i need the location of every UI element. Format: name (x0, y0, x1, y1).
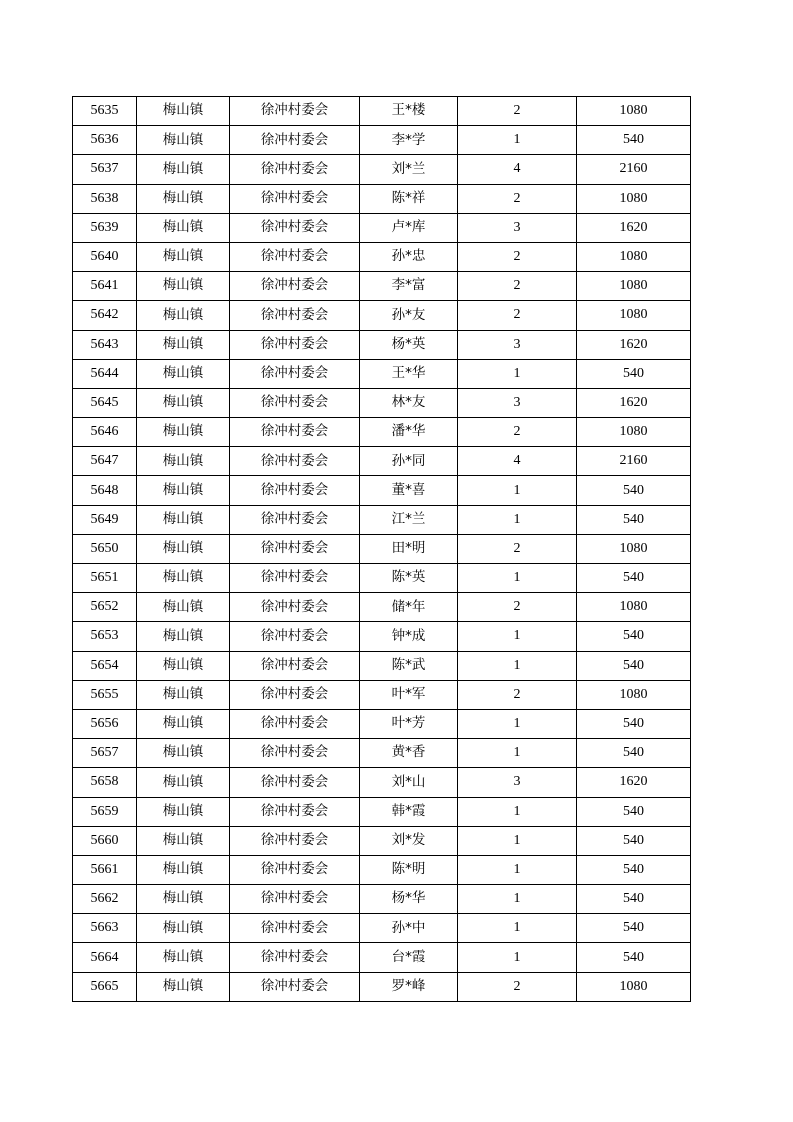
count-cell: 1 (458, 797, 577, 826)
count-cell: 2 (458, 272, 577, 301)
row-number-cell: 5660 (73, 826, 137, 855)
village-committee-cell: 徐冲村委会 (230, 914, 360, 943)
name-cell: 叶*芳 (360, 709, 458, 738)
table-row (73, 564, 691, 593)
name-cell: 刘*山 (360, 768, 458, 797)
name-cell: 潘*华 (360, 418, 458, 447)
town-cell: 梅山镇 (137, 768, 230, 797)
table-row (73, 943, 691, 972)
table-row (73, 826, 691, 855)
town-cell: 梅山镇 (137, 330, 230, 359)
village-committee-cell: 徐冲村委会 (230, 301, 360, 330)
row-number-cell: 5662 (73, 885, 137, 914)
row-number-cell: 5643 (73, 330, 137, 359)
village-committee-cell: 徐冲村委会 (230, 709, 360, 738)
count-cell: 2 (458, 680, 577, 709)
village-committee-cell: 徐冲村委会 (230, 534, 360, 563)
amount-cell: 1620 (577, 768, 691, 797)
row-number-cell: 5657 (73, 739, 137, 768)
count-cell: 1 (458, 622, 577, 651)
row-number-cell: 5664 (73, 943, 137, 972)
village-committee-cell: 徐冲村委会 (230, 447, 360, 476)
row-number-cell: 5654 (73, 651, 137, 680)
name-cell: 刘*发 (360, 826, 458, 855)
village-committee-cell: 徐冲村委会 (230, 943, 360, 972)
count-cell: 3 (458, 388, 577, 417)
town-cell: 梅山镇 (137, 242, 230, 271)
table-row (73, 885, 691, 914)
amount-cell: 1080 (577, 680, 691, 709)
village-committee-cell: 徐冲村委会 (230, 418, 360, 447)
town-cell: 梅山镇 (137, 213, 230, 242)
row-number-cell: 5656 (73, 709, 137, 738)
table-row (73, 739, 691, 768)
row-number-cell: 5652 (73, 593, 137, 622)
name-cell: 卢*库 (360, 213, 458, 242)
amount-cell: 2160 (577, 155, 691, 184)
village-committee-cell: 徐冲村委会 (230, 126, 360, 155)
count-cell: 1 (458, 564, 577, 593)
table-row (73, 972, 691, 1001)
row-number-cell: 5641 (73, 272, 137, 301)
name-cell: 孙*同 (360, 447, 458, 476)
amount-cell: 540 (577, 651, 691, 680)
table-row (73, 476, 691, 505)
amount-cell: 1080 (577, 272, 691, 301)
count-cell: 1 (458, 476, 577, 505)
town-cell: 梅山镇 (137, 826, 230, 855)
amount-cell: 1080 (577, 418, 691, 447)
name-cell: 田*明 (360, 534, 458, 563)
table-row (73, 505, 691, 534)
count-cell: 1 (458, 709, 577, 738)
row-number-cell: 5645 (73, 388, 137, 417)
village-committee-cell: 徐冲村委会 (230, 797, 360, 826)
count-cell: 1 (458, 739, 577, 768)
name-cell: 罗*峰 (360, 972, 458, 1001)
amount-cell: 540 (577, 885, 691, 914)
row-number-cell: 5661 (73, 855, 137, 884)
row-number-cell: 5636 (73, 126, 137, 155)
count-cell: 2 (458, 242, 577, 271)
name-cell: 孙*中 (360, 914, 458, 943)
row-number-cell: 5649 (73, 505, 137, 534)
amount-cell: 540 (577, 622, 691, 651)
town-cell: 梅山镇 (137, 388, 230, 417)
town-cell: 梅山镇 (137, 301, 230, 330)
amount-cell: 540 (577, 855, 691, 884)
name-cell: 钟*成 (360, 622, 458, 651)
village-committee-cell: 徐冲村委会 (230, 768, 360, 797)
name-cell: 李*富 (360, 272, 458, 301)
amount-cell: 540 (577, 739, 691, 768)
amount-cell: 1080 (577, 242, 691, 271)
table-row (73, 330, 691, 359)
table-row (73, 914, 691, 943)
town-cell: 梅山镇 (137, 885, 230, 914)
village-committee-cell: 徐冲村委会 (230, 155, 360, 184)
town-cell: 梅山镇 (137, 797, 230, 826)
table-row (73, 272, 691, 301)
amount-cell: 2160 (577, 447, 691, 476)
name-cell: 台*霞 (360, 943, 458, 972)
table-row (73, 622, 691, 651)
village-committee-cell: 徐冲村委会 (230, 97, 360, 126)
row-number-cell: 5647 (73, 447, 137, 476)
amount-cell: 1080 (577, 301, 691, 330)
town-cell: 梅山镇 (137, 534, 230, 563)
name-cell: 陈*武 (360, 651, 458, 680)
village-committee-cell: 徐冲村委会 (230, 476, 360, 505)
name-cell: 陈*明 (360, 855, 458, 884)
village-committee-cell: 徐冲村委会 (230, 213, 360, 242)
town-cell: 梅山镇 (137, 447, 230, 476)
town-cell: 梅山镇 (137, 739, 230, 768)
village-committee-cell: 徐冲村委会 (230, 651, 360, 680)
amount-cell: 540 (577, 943, 691, 972)
count-cell: 3 (458, 330, 577, 359)
name-cell: 孙*忠 (360, 242, 458, 271)
count-cell: 2 (458, 301, 577, 330)
count-cell: 1 (458, 505, 577, 534)
village-committee-cell: 徐冲村委会 (230, 505, 360, 534)
town-cell: 梅山镇 (137, 680, 230, 709)
amount-cell: 540 (577, 476, 691, 505)
name-cell: 储*年 (360, 593, 458, 622)
table-row (73, 359, 691, 388)
table-row (73, 709, 691, 738)
village-committee-cell: 徐冲村委会 (230, 388, 360, 417)
table-row (73, 242, 691, 271)
amount-cell: 540 (577, 505, 691, 534)
village-committee-cell: 徐冲村委会 (230, 855, 360, 884)
town-cell: 梅山镇 (137, 97, 230, 126)
amount-cell: 1620 (577, 213, 691, 242)
count-cell: 1 (458, 914, 577, 943)
town-cell: 梅山镇 (137, 476, 230, 505)
name-cell: 刘*兰 (360, 155, 458, 184)
amount-cell: 540 (577, 826, 691, 855)
name-cell: 韩*霞 (360, 797, 458, 826)
table-row (73, 593, 691, 622)
town-cell: 梅山镇 (137, 126, 230, 155)
town-cell: 梅山镇 (137, 709, 230, 738)
count-cell: 1 (458, 885, 577, 914)
row-number-cell: 5659 (73, 797, 137, 826)
count-cell: 4 (458, 447, 577, 476)
table-row (73, 155, 691, 184)
town-cell: 梅山镇 (137, 505, 230, 534)
village-committee-cell: 徐冲村委会 (230, 359, 360, 388)
name-cell: 江*兰 (360, 505, 458, 534)
town-cell: 梅山镇 (137, 272, 230, 301)
row-number-cell: 5665 (73, 972, 137, 1001)
amount-cell: 1080 (577, 184, 691, 213)
amount-cell: 540 (577, 709, 691, 738)
amount-cell: 1080 (577, 534, 691, 563)
count-cell: 1 (458, 651, 577, 680)
name-cell: 董*喜 (360, 476, 458, 505)
count-cell: 3 (458, 768, 577, 797)
row-number-cell: 5640 (73, 242, 137, 271)
village-committee-cell: 徐冲村委会 (230, 593, 360, 622)
name-cell: 林*友 (360, 388, 458, 417)
count-cell: 2 (458, 97, 577, 126)
count-cell: 1 (458, 359, 577, 388)
row-number-cell: 5648 (73, 476, 137, 505)
table-row (73, 97, 691, 126)
town-cell: 梅山镇 (137, 914, 230, 943)
town-cell: 梅山镇 (137, 943, 230, 972)
count-cell: 2 (458, 972, 577, 1001)
town-cell: 梅山镇 (137, 972, 230, 1001)
table-row (73, 184, 691, 213)
row-number-cell: 5637 (73, 155, 137, 184)
row-number-cell: 5638 (73, 184, 137, 213)
table-row (73, 534, 691, 563)
table-row (73, 418, 691, 447)
town-cell: 梅山镇 (137, 564, 230, 593)
document-page (72, 96, 690, 1002)
count-cell: 4 (458, 155, 577, 184)
count-cell: 2 (458, 593, 577, 622)
name-cell: 杨*英 (360, 330, 458, 359)
count-cell: 1 (458, 826, 577, 855)
amount-cell: 540 (577, 126, 691, 155)
town-cell: 梅山镇 (137, 359, 230, 388)
table-row (73, 447, 691, 476)
row-number-cell: 5663 (73, 914, 137, 943)
town-cell: 梅山镇 (137, 418, 230, 447)
table-row (73, 388, 691, 417)
village-committee-cell: 徐冲村委会 (230, 330, 360, 359)
amount-cell: 540 (577, 359, 691, 388)
amount-cell: 540 (577, 914, 691, 943)
name-cell: 李*学 (360, 126, 458, 155)
row-number-cell: 5650 (73, 534, 137, 563)
count-cell: 1 (458, 126, 577, 155)
count-cell: 2 (458, 418, 577, 447)
town-cell: 梅山镇 (137, 651, 230, 680)
village-committee-cell: 徐冲村委会 (230, 242, 360, 271)
row-number-cell: 5635 (73, 97, 137, 126)
village-committee-cell: 徐冲村委会 (230, 885, 360, 914)
town-cell: 梅山镇 (137, 184, 230, 213)
name-cell: 杨*华 (360, 885, 458, 914)
village-committee-cell: 徐冲村委会 (230, 622, 360, 651)
town-cell: 梅山镇 (137, 593, 230, 622)
name-cell: 陈*英 (360, 564, 458, 593)
village-committee-cell: 徐冲村委会 (230, 272, 360, 301)
row-number-cell: 5644 (73, 359, 137, 388)
amount-cell: 1080 (577, 593, 691, 622)
row-number-cell: 5655 (73, 680, 137, 709)
data-table (72, 96, 691, 1002)
village-committee-cell: 徐冲村委会 (230, 739, 360, 768)
name-cell: 叶*军 (360, 680, 458, 709)
name-cell: 黄*香 (360, 739, 458, 768)
table-body (73, 97, 691, 1002)
name-cell: 王*楼 (360, 97, 458, 126)
row-number-cell: 5658 (73, 768, 137, 797)
table-row (73, 213, 691, 242)
count-cell: 2 (458, 184, 577, 213)
count-cell: 1 (458, 855, 577, 884)
village-committee-cell: 徐冲村委会 (230, 826, 360, 855)
village-committee-cell: 徐冲村委会 (230, 564, 360, 593)
row-number-cell: 5646 (73, 418, 137, 447)
name-cell: 陈*祥 (360, 184, 458, 213)
row-number-cell: 5653 (73, 622, 137, 651)
table-row (73, 855, 691, 884)
amount-cell: 540 (577, 797, 691, 826)
name-cell: 王*华 (360, 359, 458, 388)
amount-cell: 1620 (577, 388, 691, 417)
village-committee-cell: 徐冲村委会 (230, 972, 360, 1001)
village-committee-cell: 徐冲村委会 (230, 184, 360, 213)
amount-cell: 1080 (577, 97, 691, 126)
table-row (73, 680, 691, 709)
table-row (73, 301, 691, 330)
amount-cell: 1080 (577, 972, 691, 1001)
table-row (73, 126, 691, 155)
amount-cell: 1620 (577, 330, 691, 359)
town-cell: 梅山镇 (137, 155, 230, 184)
village-committee-cell: 徐冲村委会 (230, 680, 360, 709)
table-row (73, 768, 691, 797)
name-cell: 孙*友 (360, 301, 458, 330)
count-cell: 1 (458, 943, 577, 972)
count-cell: 2 (458, 534, 577, 563)
row-number-cell: 5651 (73, 564, 137, 593)
table-row (73, 797, 691, 826)
row-number-cell: 5639 (73, 213, 137, 242)
town-cell: 梅山镇 (137, 622, 230, 651)
amount-cell: 540 (577, 564, 691, 593)
count-cell: 3 (458, 213, 577, 242)
row-number-cell: 5642 (73, 301, 137, 330)
town-cell: 梅山镇 (137, 855, 230, 884)
table-row (73, 651, 691, 680)
